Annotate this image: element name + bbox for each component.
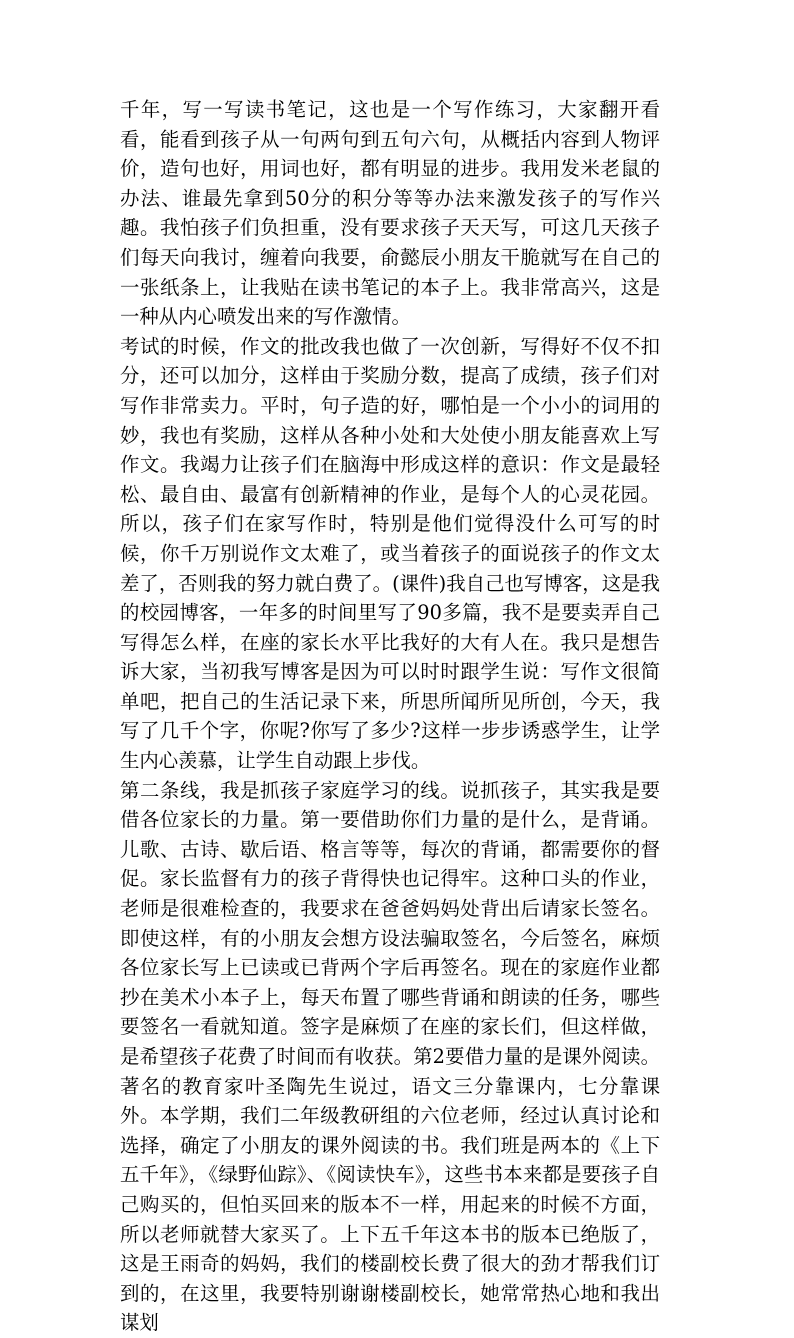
paragraph-2: 考试的时候，作文的批改我也做了一次创新，写得好不仅不扣分，还可以加分，这样由于奖励分数，提高了成绩，孩子们对写作非常卖力。平时，句子造的好，哪怕是一个小小的词用的妙，我也有奖励，这样从各种小处和大处使小朋友能喜欢上写作文。我竭力让孩子们在脑海中形成这样的意识：作文是最轻松、最自由、最富有创新精神的作业，是每个人的心灵花园。所以，孩子们在家写作时，特别是他们觉得没什么可写的时候，你千万别说作文太难了，或当着孩子的面说孩子的作文太差了，否则我的努力就白费了。(课件)我自己也写博客，这是我的校园博客，一年多的时间里写了90多篇，我不是要卖弄自己写得怎么样，在座的家长水平比我好的大有人在。我只是想告诉大家，当初我写博客是因为可以时时跟学生说：写作文很简单吧，把自己的生活记录下来，所思所闻所见所创，今天，我写了几千个字，你呢?你写了多少?这样一步步诱惑学生，让学生内心羡慕，让学生自动跟上步伐。 <box>120 334 660 773</box>
document-body <box>120 95 660 1338</box>
paragraph-3: 第二条线，我是抓孩子家庭学习的线。说抓孩子，其实我是要借各位家长的力量。第一要借助你们力量的是什么，是背诵。儿歌、古诗、歇后语、格言等等，每次的背诵，都需要你的督促。家长监督有力的孩子背得快也记得牢。这种口头的作业，老师是很难检查的，我要求在爸爸妈妈处背出后请家长签名。即使这样，有的小朋友会想方设法骗取签名，今后签名，麻烦各位家长写上已读或已背两个字后再签名。现在的家庭作业都抄在美术小本子上，每天布置了哪些背诵和朗读的任务，哪些要签名一看就知道。签字是麻烦了在座的家长们，但这样做，是希望孩子花费了时间而有收获。第2要借力量的是课外阅读。著名的教育家叶圣陶先生说过，语文三分靠课内，七分靠课外。本学期，我们二年级教研组的六位老师，经过认真讨论和选择，确定了小朋友的课外阅读的书。我们班是两本的《上下五千年》，《绿野仙踪》、《阅读快车》，这些书本来都是要孩子自己购买的，但怕买回来的版本不一样，用起来的时候不方面，所以老师就替大家买了。上下五千年这本书的版本已绝版了，这是王雨奇的妈妈，我们的楼副校长费了很大的劲才帮我们订到的，在这里，我要特别谢谢楼副校长，她常常热心地和我出谋划 <box>120 778 660 1335</box>
paragraph-1: 千年，写一写读书笔记，这也是一个写作练习，大家翻开看看，能看到孩子从一句两句到五句六句，从概括内容到人物评价，造句也好，用词也好，都有明显的进步。我用发米老鼠的办法、谁最先拿到50分的积分等等办法来激发孩子的写作兴趣。我怕孩子们负担重，没有要求孩子天天写，可这几天孩子们每天向我讨，缠着向我要，俞懿辰小朋友干脆就写在自己的一张纸条上，让我贴在读书笔记的本子上。我非常高兴，这是一种从内心喷发出来的写作激情。 <box>120 98 660 329</box>
